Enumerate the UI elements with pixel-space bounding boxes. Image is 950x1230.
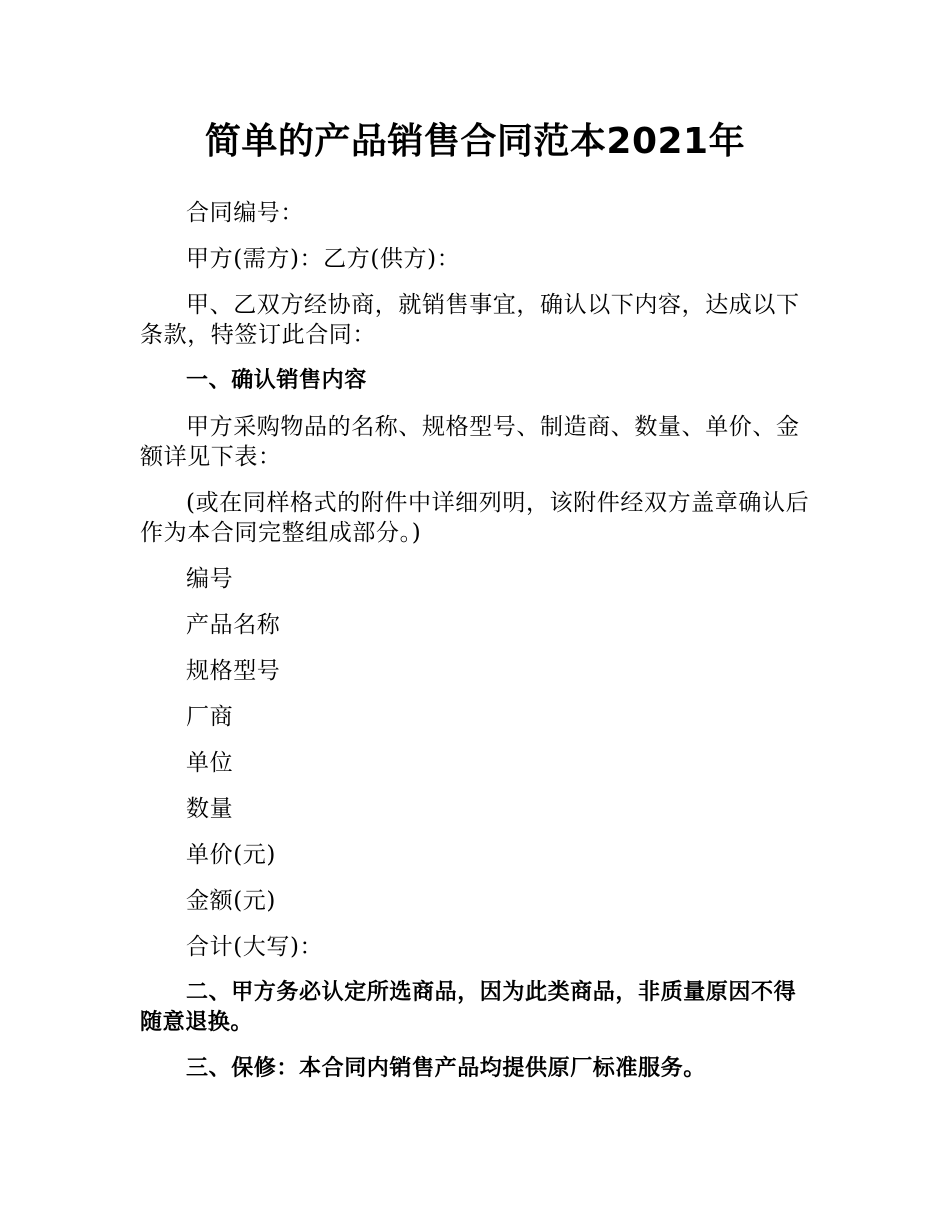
section-heading-3: 三、保修：本合同内销售产品均提供原厂标准服务。 [186,1056,706,1081]
parties-line: 甲方(需方)：乙方(供方)： [186,246,461,272]
field-product-name: 产品名称 [186,612,281,638]
field-amount: 金额(元) [186,888,276,914]
field-quantity: 数量 [186,796,234,822]
purchase-details-paragraph: 甲方采购物品的名称、规格型号、制造商、数量、单价、金额详见下表： [140,414,800,470]
field-unit-price: 单价(元) [186,842,276,868]
attachment-note-paragraph: (或在同样格式的附件中详细列明，该附件经双方盖章确认后作为本合同完整组成部分。) [140,490,810,546]
document-body [140,198,810,1100]
contract-number-line: 合同编号： [186,200,304,226]
field-unit: 单位 [186,750,234,776]
document-title: 简单的产品销售合同范本2021年 [204,121,746,162]
field-number: 编号 [186,566,234,592]
section-heading-2: 二、甲方务必认定所选商品，因为此类商品，非质量原因不得随意退换。 [140,980,797,1035]
field-total-uppercase: 合计(大写)： [186,934,324,960]
section-heading-1: 一、确认销售内容 [186,368,367,393]
intro-paragraph: 甲、乙双方经协商，就销售事宜，确认以下内容，达成以下条款，特签订此合同： [140,292,800,348]
field-manufacturer: 厂商 [186,704,234,730]
field-model-spec: 规格型号 [186,658,281,684]
